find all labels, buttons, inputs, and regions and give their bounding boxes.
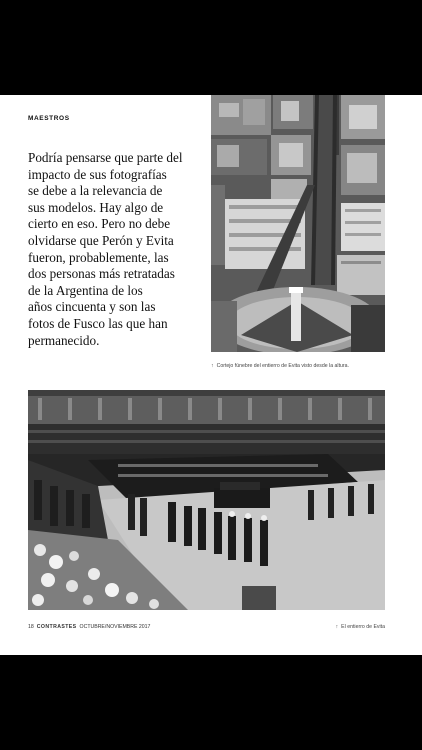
- body-line: de la Argentina de los: [28, 282, 143, 298]
- body-line: permanecido.: [28, 332, 100, 348]
- issue-date: OCTUBRE/NOVIEMBRE 2017: [79, 624, 151, 630]
- funeral-street-photo: [28, 390, 385, 610]
- magazine-page: [0, 95, 422, 655]
- body-line: fueron, probablemente, las: [28, 249, 169, 265]
- body-line: olvidarse que Perón y Evita: [28, 232, 174, 248]
- aerial-funeral-photo: [211, 95, 385, 352]
- arrow-up-icon: ↑: [335, 624, 339, 630]
- body-line: cierto en eso. Pero no debe: [28, 216, 171, 232]
- caption-bottom-text: El entierro de Evita: [341, 624, 385, 630]
- body-paragraph: [28, 150, 198, 349]
- caption-top-text: Cortejo fúnebre del entierro de Evita visto desde la altura.: [216, 363, 349, 369]
- body-line: Podría pensarse que parte del: [28, 150, 183, 165]
- magazine-name: CONTRASTES: [36, 624, 77, 630]
- page-number: 18: [28, 624, 34, 630]
- section-label: MAESTROS: [28, 115, 70, 122]
- body-line: dos personas más retratadas: [28, 266, 175, 282]
- body-line: sus modelos. Hay algo de: [28, 199, 164, 215]
- body-line: impacto de sus fotografías: [28, 166, 167, 182]
- body-line: años cincuenta y son las: [28, 299, 156, 315]
- page-footer: [28, 624, 150, 630]
- body-line: fotos de Fusco las que han: [28, 315, 168, 331]
- caption-top: [211, 363, 349, 369]
- arrow-up-icon: ↑: [211, 363, 214, 369]
- body-line: se debe a la relevancia de: [28, 183, 163, 199]
- caption-bottom: [336, 624, 385, 630]
